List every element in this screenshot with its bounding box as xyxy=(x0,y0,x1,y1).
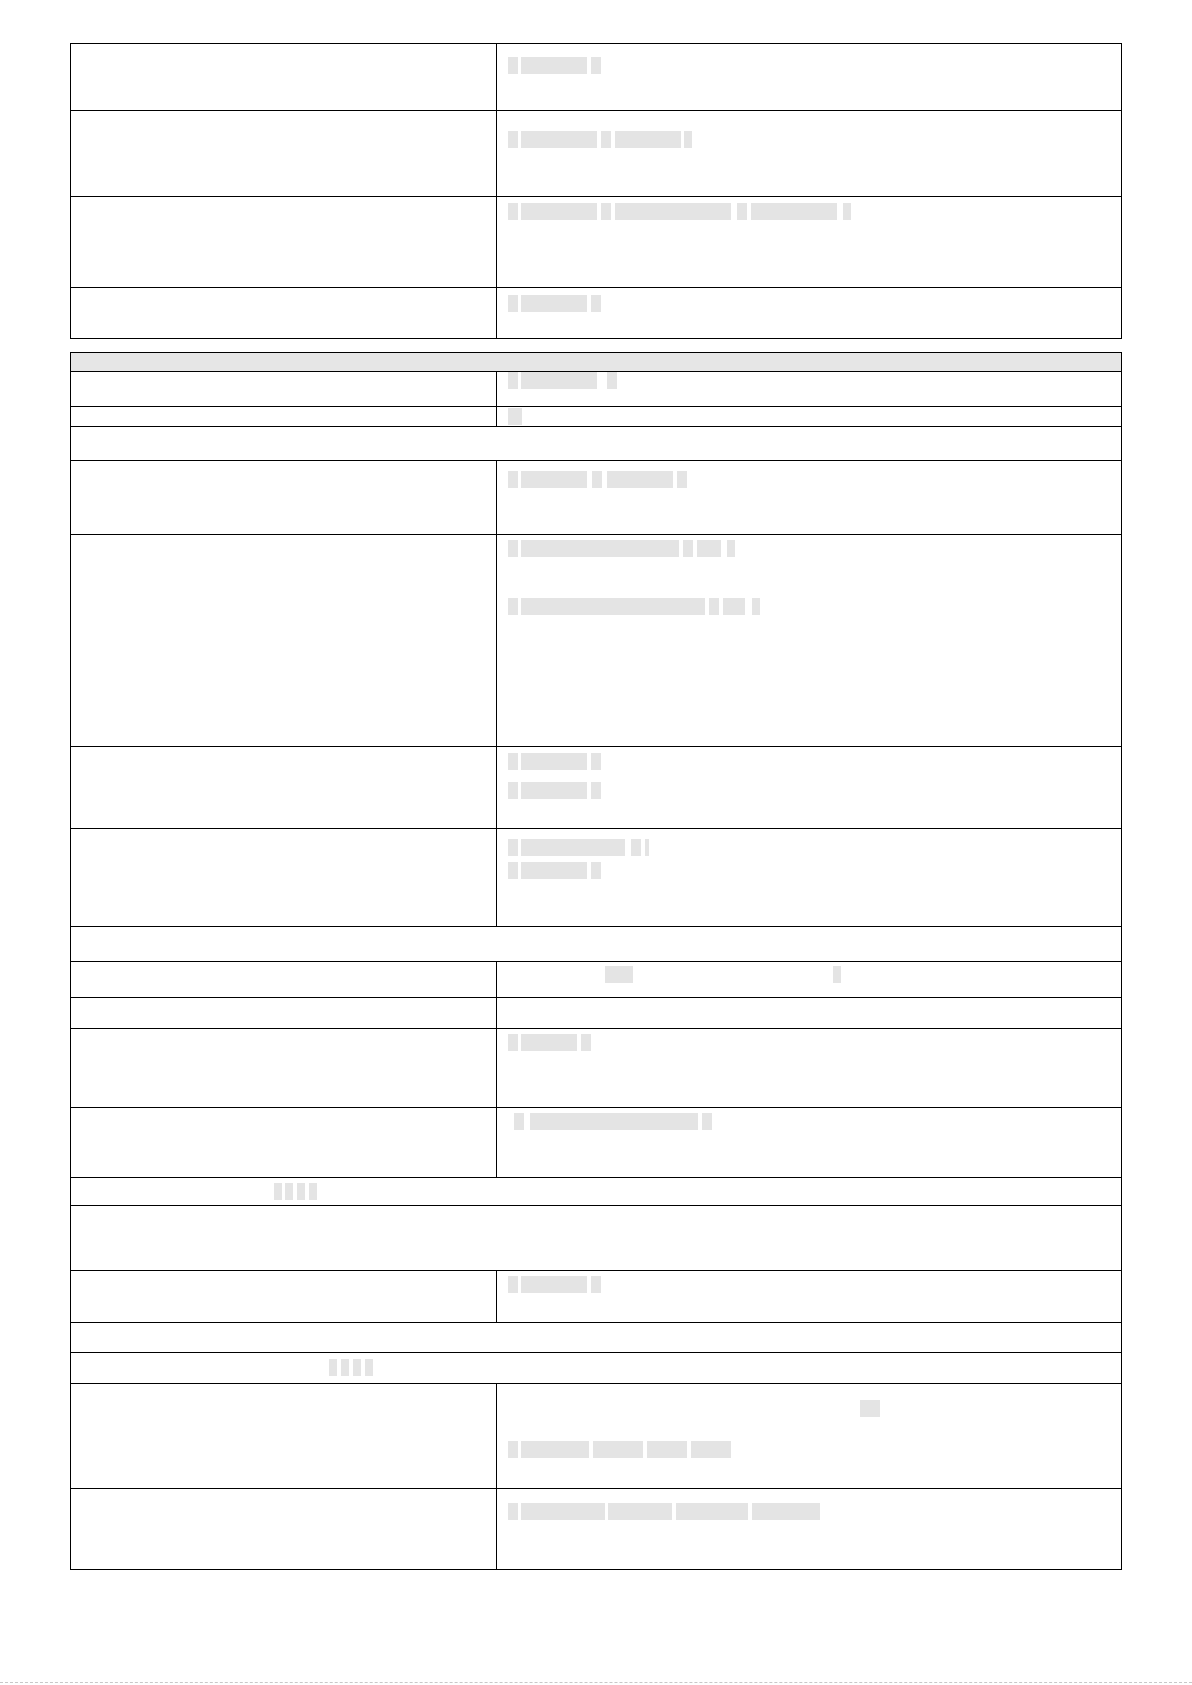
row-divider xyxy=(70,1488,1122,1489)
row-divider xyxy=(70,1028,1122,1029)
row-divider xyxy=(70,1270,1122,1271)
field-placeholder[interactable] xyxy=(843,203,851,220)
field-placeholder[interactable] xyxy=(521,862,587,879)
row-divider xyxy=(70,460,1122,461)
field-placeholder[interactable] xyxy=(647,1441,687,1458)
field-placeholder[interactable] xyxy=(751,203,837,220)
field-placeholder[interactable] xyxy=(508,131,518,148)
field-placeholder[interactable] xyxy=(601,131,611,148)
field-placeholder[interactable] xyxy=(365,1359,373,1376)
field-placeholder[interactable] xyxy=(752,598,760,615)
field-placeholder[interactable] xyxy=(521,1034,577,1051)
field-placeholder[interactable] xyxy=(521,540,679,557)
column-divider xyxy=(496,1270,497,1322)
row-divider xyxy=(70,1107,1122,1108)
field-placeholder[interactable] xyxy=(752,1503,820,1520)
field-placeholder[interactable] xyxy=(607,471,673,488)
field-placeholder[interactable] xyxy=(591,753,601,770)
row-divider xyxy=(70,110,1122,111)
field-placeholder[interactable] xyxy=(521,782,587,799)
row-divider xyxy=(70,534,1122,535)
field-placeholder[interactable] xyxy=(683,540,693,557)
field-placeholder[interactable] xyxy=(521,1503,605,1520)
field-placeholder[interactable] xyxy=(508,839,518,856)
field-placeholder[interactable] xyxy=(591,57,601,74)
field-placeholder[interactable] xyxy=(592,471,602,488)
field-placeholder[interactable] xyxy=(329,1359,337,1376)
field-placeholder[interactable] xyxy=(508,540,518,557)
field-placeholder[interactable] xyxy=(353,1359,361,1376)
field-placeholder[interactable] xyxy=(274,1183,282,1200)
field-placeholder[interactable] xyxy=(508,1503,518,1520)
field-placeholder[interactable] xyxy=(508,1276,518,1293)
field-placeholder[interactable] xyxy=(508,753,518,770)
field-placeholder[interactable] xyxy=(631,839,641,856)
field-placeholder[interactable] xyxy=(521,839,625,856)
field-placeholder[interactable] xyxy=(702,1113,712,1130)
field-placeholder[interactable] xyxy=(521,57,587,74)
row-divider xyxy=(70,961,1122,962)
field-placeholder[interactable] xyxy=(508,862,518,879)
field-placeholder[interactable] xyxy=(727,540,735,557)
field-placeholder[interactable] xyxy=(615,131,681,148)
field-placeholder[interactable] xyxy=(508,408,522,425)
field-placeholder[interactable] xyxy=(508,598,518,615)
field-placeholder[interactable] xyxy=(591,1276,601,1293)
field-placeholder[interactable] xyxy=(508,471,518,488)
field-placeholder[interactable] xyxy=(684,131,692,148)
field-placeholder[interactable] xyxy=(508,203,518,220)
field-placeholder[interactable] xyxy=(521,295,587,312)
field-placeholder[interactable] xyxy=(514,1113,524,1130)
column-divider xyxy=(496,460,497,926)
row-divider xyxy=(70,828,1122,829)
field-placeholder[interactable] xyxy=(521,471,587,488)
field-placeholder[interactable] xyxy=(508,372,518,389)
field-placeholder[interactable] xyxy=(591,862,601,879)
row-divider xyxy=(70,926,1122,927)
field-placeholder[interactable] xyxy=(508,1441,518,1458)
field-placeholder[interactable] xyxy=(508,57,518,74)
row-divider xyxy=(70,1322,1122,1323)
field-placeholder[interactable] xyxy=(508,295,518,312)
field-placeholder[interactable] xyxy=(833,966,841,983)
field-placeholder[interactable] xyxy=(581,1034,591,1051)
field-placeholder[interactable] xyxy=(608,1503,672,1520)
field-placeholder[interactable] xyxy=(607,372,617,389)
field-placeholder[interactable] xyxy=(530,1113,698,1130)
field-placeholder[interactable] xyxy=(521,372,597,389)
field-placeholder[interactable] xyxy=(723,598,745,615)
field-placeholder[interactable] xyxy=(297,1183,305,1200)
field-placeholder[interactable] xyxy=(521,203,597,220)
row-divider xyxy=(70,1205,1122,1206)
section-header-shading xyxy=(71,353,1121,371)
row-divider xyxy=(70,406,1122,407)
field-placeholder[interactable] xyxy=(508,782,518,799)
field-placeholder[interactable] xyxy=(709,598,719,615)
row-divider xyxy=(70,426,1122,427)
field-placeholder[interactable] xyxy=(615,203,731,220)
row-divider xyxy=(70,746,1122,747)
field-placeholder[interactable] xyxy=(591,295,601,312)
field-placeholder[interactable] xyxy=(521,131,597,148)
row-divider xyxy=(70,1352,1122,1353)
column-divider xyxy=(496,371,497,426)
field-placeholder[interactable] xyxy=(341,1359,349,1376)
field-placeholder[interactable] xyxy=(645,839,649,856)
field-placeholder[interactable] xyxy=(508,1034,518,1051)
page-bottom-dashed-border xyxy=(0,1682,1192,1683)
row-divider xyxy=(70,1177,1122,1178)
field-placeholder[interactable] xyxy=(309,1183,317,1200)
field-placeholder[interactable] xyxy=(601,203,611,220)
field-placeholder[interactable] xyxy=(691,1441,731,1458)
field-placeholder[interactable] xyxy=(860,1400,880,1417)
field-placeholder[interactable] xyxy=(521,1441,589,1458)
field-placeholder[interactable] xyxy=(697,540,721,557)
field-placeholder[interactable] xyxy=(593,1441,643,1458)
row-divider xyxy=(70,196,1122,197)
row-divider xyxy=(70,997,1122,998)
field-placeholder[interactable] xyxy=(591,782,601,799)
field-placeholder[interactable] xyxy=(605,966,633,983)
column-divider xyxy=(496,1383,497,1570)
row-divider xyxy=(70,1383,1122,1384)
field-placeholder[interactable] xyxy=(521,598,705,615)
field-placeholder[interactable] xyxy=(676,1503,748,1520)
field-placeholder[interactable] xyxy=(677,471,687,488)
row-divider xyxy=(70,287,1122,288)
field-placeholder[interactable] xyxy=(285,1183,293,1200)
field-placeholder[interactable] xyxy=(737,203,747,220)
field-placeholder[interactable] xyxy=(521,1276,587,1293)
column-divider xyxy=(496,43,497,339)
field-placeholder[interactable] xyxy=(521,753,587,770)
column-divider xyxy=(496,961,497,1177)
